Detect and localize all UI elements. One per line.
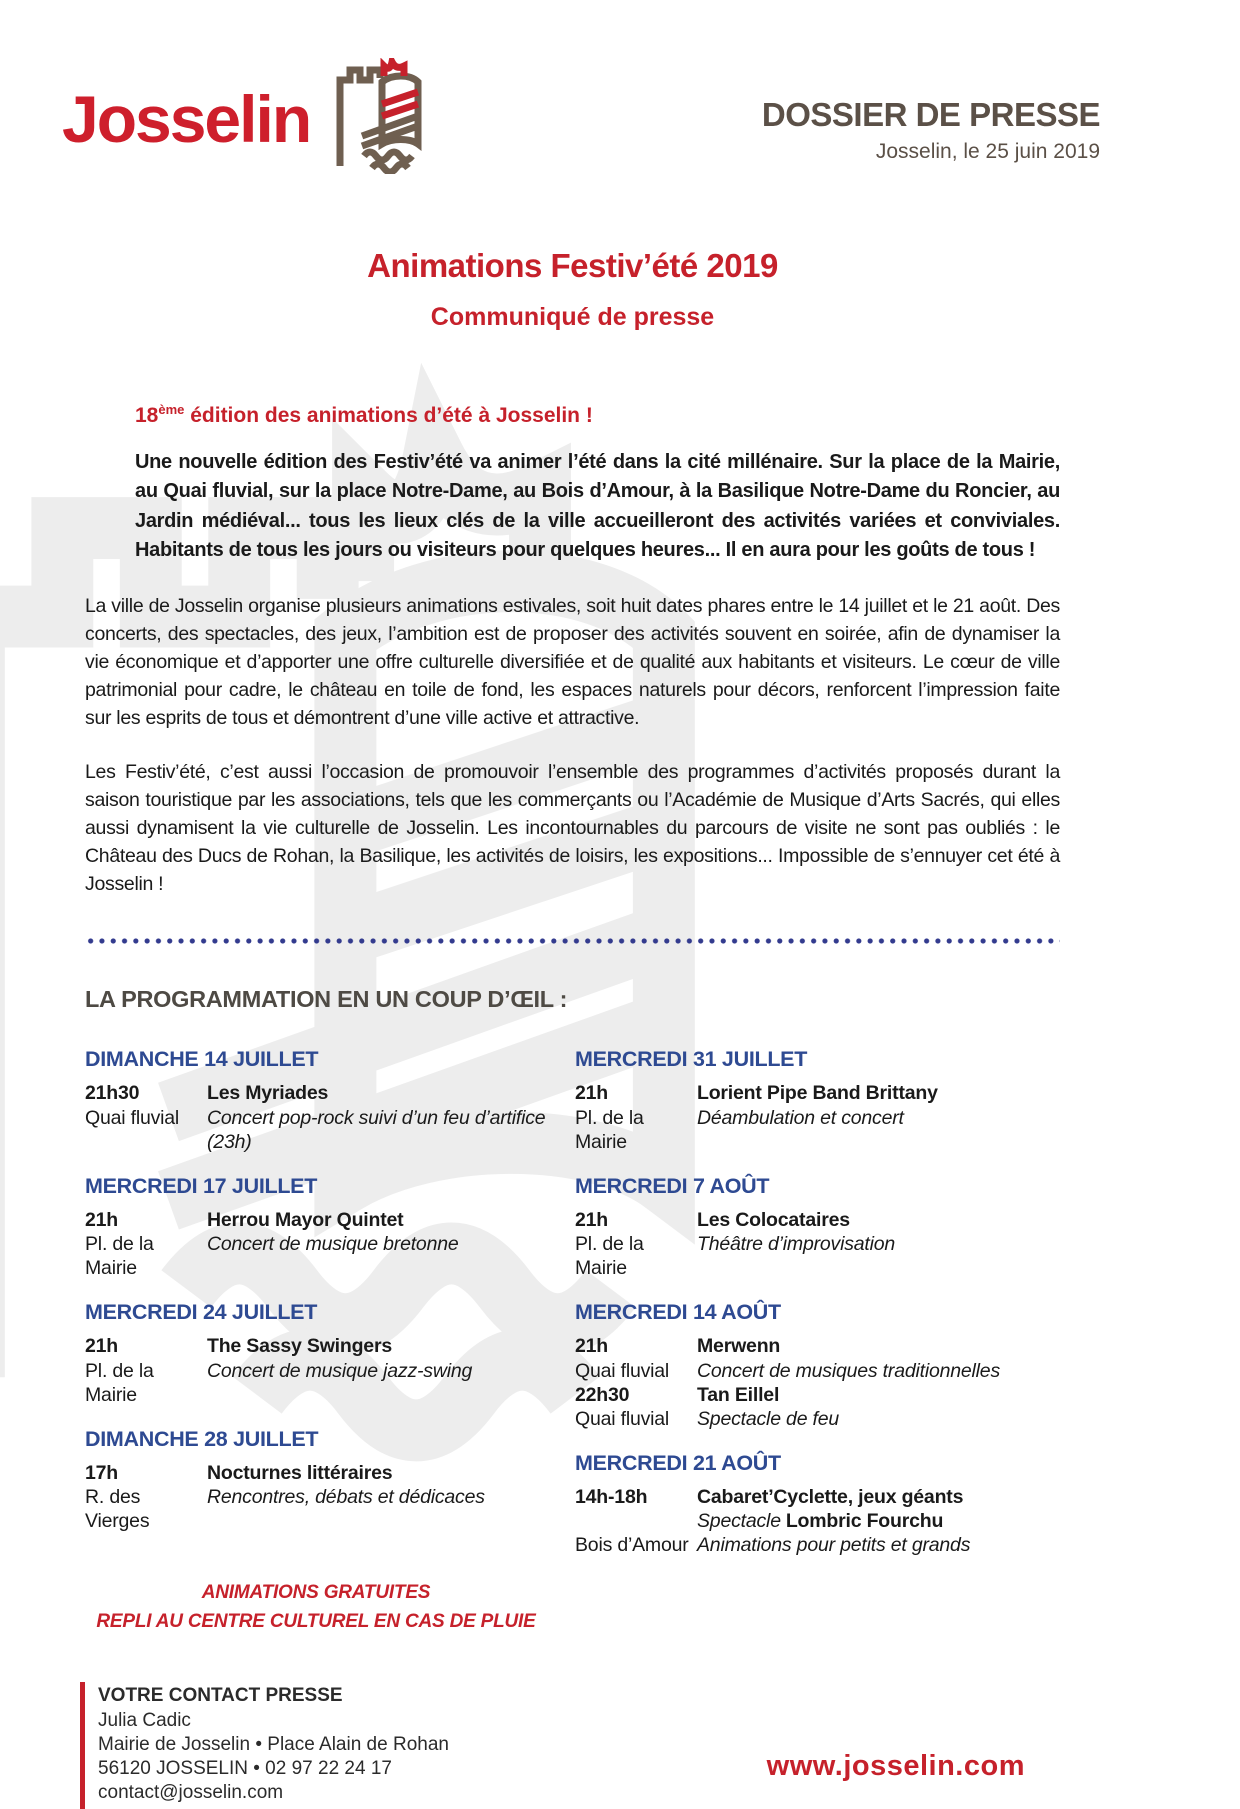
event-venue: Quai fluvial xyxy=(575,1407,670,1430)
event-description: Concert de musiques traditionnelles xyxy=(697,1359,1001,1382)
date-heading: MERCREDI 24 JUILLET xyxy=(85,1300,318,1325)
date-heading: MERCREDI 21 AOÛT xyxy=(575,1451,781,1476)
dotted-separator xyxy=(85,938,1060,944)
event-venue: Pl. de la Mairie xyxy=(575,1233,644,1280)
event-venue: Quai fluvial xyxy=(85,1106,180,1129)
event-time: 21h xyxy=(575,1082,609,1105)
event-venue: Pl. de la Mairie xyxy=(85,1233,154,1280)
program-section xyxy=(85,1427,547,1534)
event-title: Nocturnes littéraires xyxy=(207,1461,393,1484)
contact-phone: 56120 JOSSELIN • 02 97 22 24 17 xyxy=(98,1757,392,1779)
contact-email[interactable]: contact@josselin.com xyxy=(98,1781,284,1803)
event-time: 21h xyxy=(575,1335,609,1358)
intro-heading-text: édition des animations d’été à Josselin ! xyxy=(184,404,593,427)
program-section xyxy=(575,1451,1043,1558)
event-time: 17h xyxy=(85,1461,119,1484)
contact-address: Mairie de Josselin • Place Alain de Rohan xyxy=(98,1733,449,1755)
program-section xyxy=(575,1047,1043,1154)
event-title: Herrou Mayor Quintet xyxy=(207,1208,404,1231)
intro-heading-ordinal: ème xyxy=(158,402,185,417)
event-title: The Sassy Swingers xyxy=(207,1335,392,1358)
event-description: Rencontres, débats et dédicaces xyxy=(207,1486,485,1509)
event-row xyxy=(85,1081,547,1154)
event-time: 21h xyxy=(575,1208,609,1231)
event-venue: Pl. de la Mairie xyxy=(85,1359,154,1406)
event-row xyxy=(575,1081,1043,1154)
event-description: Concert pop-rock suivi d’un feu d’artifice (23h) xyxy=(207,1106,546,1153)
body-paragraph-1: La ville de Josselin organise plusieurs animations estivales, soit huit dates phares entre le 14 juillet et le 21 août. Des concerts, des spectacles, des jeux, l’ambition est de proposer des activités souvent en soirée, afin de dynamiser la vie économique et d’apporter une offre culturelle diversifiée et de qualité aux habitants et visiteurs. Le cœur de ville patrimonial pour cadre, le château en toile de fond, les espaces naturels pour décors, renforcent l’impression faite sur les esprits de tous et démontrent d’une ville active et attractive. xyxy=(85,594,1060,729)
event-time: 14h-18h xyxy=(575,1486,648,1509)
page-subtitle: Communiqué de presse xyxy=(430,303,715,331)
event-title: Lorient Pipe Band Brittany xyxy=(697,1082,938,1105)
event-description: Déambulation et concert xyxy=(697,1106,904,1129)
event-time: 21h30 xyxy=(85,1082,140,1105)
event-venue: R. des Vierges xyxy=(85,1486,150,1533)
event-description: Théâtre d’improvisation xyxy=(697,1233,896,1256)
event-spacer xyxy=(575,1509,697,1533)
event-subtitle-bold: Lombric Fourchu xyxy=(785,1510,944,1533)
josselin-logo-text: Josselin xyxy=(62,81,311,156)
notice-line-2: REPLI AU CENTRE CULTUREL EN CAS DE PLUIE xyxy=(96,1610,536,1632)
doc-dateline: Josselin, le 25 juin 2019 xyxy=(875,140,1100,163)
press-contact-block xyxy=(80,1682,449,1809)
program-section xyxy=(85,1047,547,1154)
program-section xyxy=(85,1174,547,1281)
intro-heading xyxy=(135,402,1060,428)
program-column-right xyxy=(575,1027,1043,1636)
event-description: Concert de musique bretonne xyxy=(207,1233,459,1256)
page-title: Animations Festiv’été 2019 xyxy=(367,247,778,284)
date-heading: MERCREDI 7 AOÛT xyxy=(575,1173,770,1198)
body-paragraph-2: Les Festiv’été, c’est aussi l’occasion de promouvoir l’ensemble des programmes d’activités proposés durant la saison touristique par les associations, tels que les commerçants ou l’Académie de Musique d’Arts Sacrés, qui elles aussi dynamisent la vie culturelle de Josselin. Les incontournables du parcours de visite ne sont pas oubliés : le Château des Ducs de Rohan, la Basilique, les activités de loisirs, les expositions... Impossible de s’ennuyer cet été à Josselin ! xyxy=(85,760,1060,896)
intro-heading-number: 18 xyxy=(135,404,159,427)
event-subtitle-italic: Spectacle xyxy=(697,1510,781,1533)
event-venue: Quai fluvial xyxy=(575,1359,670,1382)
date-heading: DIMANCHE 28 JUILLET xyxy=(85,1426,319,1451)
date-heading: MERCREDI 17 JUILLET xyxy=(85,1173,318,1198)
josselin-castle-icon xyxy=(326,58,430,179)
event-title: Les Myriades xyxy=(207,1082,329,1105)
program-section xyxy=(575,1174,1043,1281)
event-description: Spectacle de feu xyxy=(697,1407,840,1430)
website-link[interactable]: www.josselin.com xyxy=(766,1750,1025,1783)
event-subtitle xyxy=(697,1509,1043,1533)
event-row xyxy=(85,1208,547,1281)
lead-paragraph: Une nouvelle édition des Festiv’été va animer l’été dans la cité millénaire. Sur la place de la Mairie, au Quai fluvial, sur la place Notre-Dame, au Bois d’Amour, à la Basilique Notre-Dame du Roncier, au Jardin médiéval... tous les lieux clés de la ville accueilleront des activités variées et conviviales. Habitants de tous les jours ou visiteurs pour quelques heures... Il en aura pour les goûts de tous ! xyxy=(135,451,1060,562)
event-description: Animations pour petits et grands xyxy=(697,1534,971,1557)
notice-line-1: ANIMATIONS GRATUITES xyxy=(201,1582,431,1604)
event-row xyxy=(575,1334,1043,1431)
event-venue: Bois d’Amour xyxy=(575,1534,689,1557)
event-time: 21h xyxy=(85,1208,119,1231)
event-title: Cabaret’Cyclette, jeux géants xyxy=(697,1486,964,1509)
program-column-left xyxy=(85,1027,547,1636)
event-row xyxy=(85,1461,547,1534)
event-title: Merwenn xyxy=(697,1335,781,1358)
event-time: 21h xyxy=(85,1335,119,1358)
event-venue: Pl. de la Mairie xyxy=(575,1106,644,1153)
josselin-logo xyxy=(62,58,430,179)
footer xyxy=(0,1636,1240,1809)
date-heading: DIMANCHE 14 JUILLET xyxy=(85,1047,319,1072)
event-row xyxy=(85,1334,547,1407)
program-heading: LA PROGRAMMATION EN UN COUP D’ŒIL : xyxy=(85,986,568,1013)
contact-name: Julia Cadic xyxy=(98,1709,191,1731)
event-row xyxy=(575,1208,1043,1281)
event-description: Concert de musique jazz-swing xyxy=(207,1359,473,1382)
event-time: 22h30 xyxy=(575,1383,630,1406)
event-row xyxy=(575,1485,1043,1558)
program-section xyxy=(85,1300,547,1407)
program-grid xyxy=(85,1027,1080,1636)
page-header xyxy=(0,0,1240,179)
date-heading: MERCREDI 31 JUILLET xyxy=(575,1047,808,1072)
program-section xyxy=(575,1300,1043,1431)
contact-heading: VOTRE CONTACT PRESSE xyxy=(98,1685,343,1707)
date-heading: MERCREDI 14 AOÛT xyxy=(575,1300,781,1325)
free-animations-notice xyxy=(85,1579,547,1636)
doc-title: DOSSIER DE PRESSE xyxy=(761,96,1100,133)
event-title: Les Colocataires xyxy=(697,1208,850,1231)
event-title: Tan Eillel xyxy=(697,1383,780,1406)
